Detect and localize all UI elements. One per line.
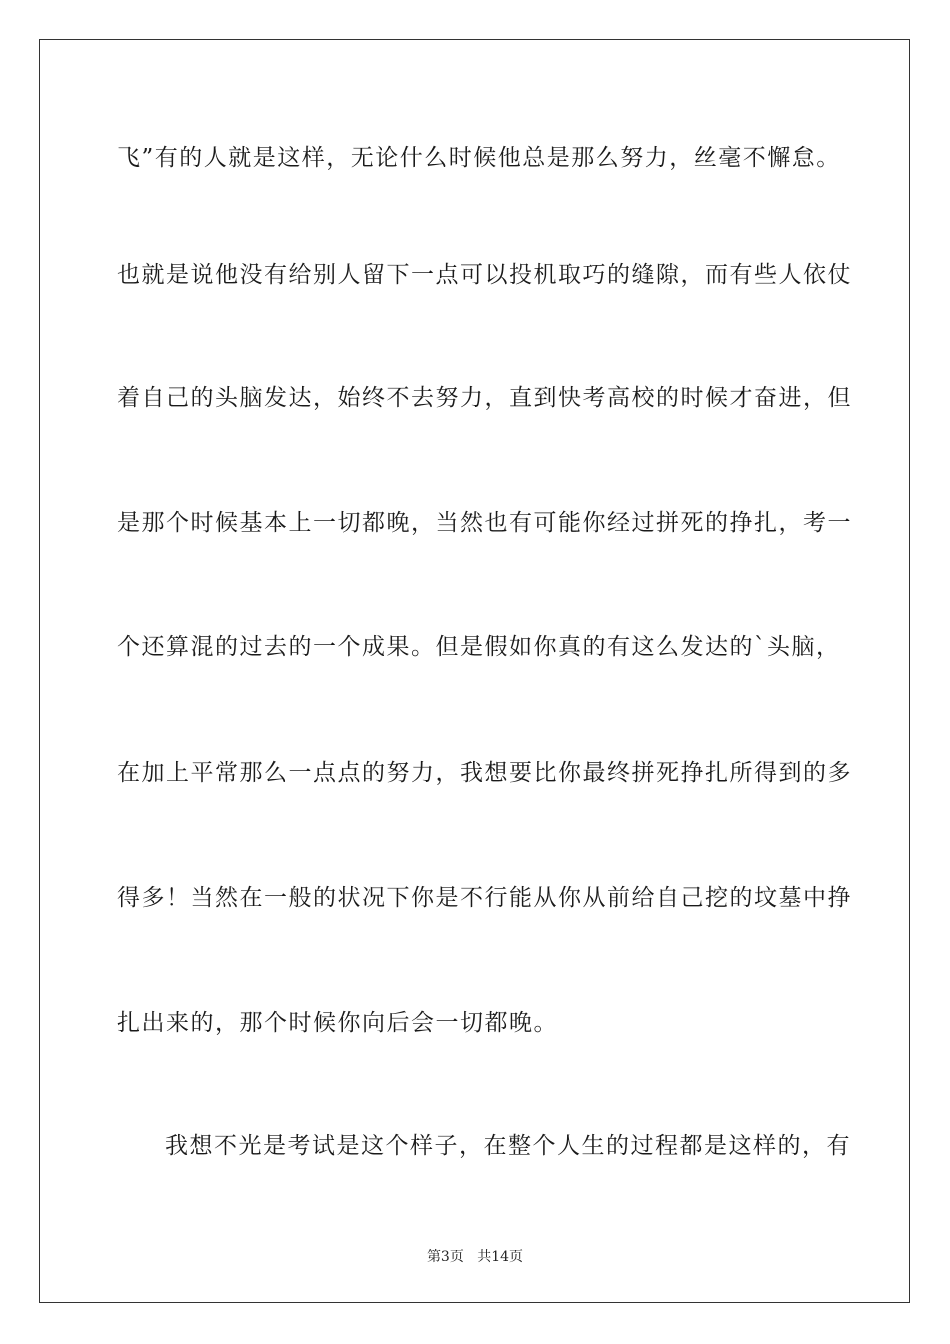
page-total: 共14页 [477, 1249, 524, 1265]
text-line-6: 在加上平常那么一点点的努力，我想要比你最终拼死挣扎所得到的多 [117, 760, 852, 786]
text-line-8: 扎出来的，那个时候你向后会一切都晚。 [117, 1010, 558, 1036]
text-line-4: 是那个时候基本上一切都晚，当然也有可能你经过拼死的挣扎，考一 [117, 510, 852, 536]
page-number: 第3页 [426, 1249, 464, 1265]
text-line-7: 得多！当然在一般的状况下你是不行能从你从前给自己挖的坟墓中挣 [117, 885, 852, 911]
text-line-5: 个还算混的过去的一个成果。但是假如你真的有这么发达的`头脑， [117, 634, 841, 660]
text-line-3: 着自己的头脑发达，始终不去努力，直到快考高校的时候才奋进，但 [117, 385, 852, 411]
paragraph-start-line: 我想不光是考试是这个样子，在整个人生的过程都是这样的，有 [165, 1133, 851, 1159]
text-line-1: 飞”有的人就是这样，无论什么时候他总是那么努力，丝毫不懈怠。 [117, 145, 841, 171]
page-footer [0, 1248, 950, 1266]
page-border [39, 39, 910, 1303]
text-line-2: 也就是说他没有给别人留下一点可以投机取巧的缝隙，而有些人依仗 [117, 262, 852, 288]
